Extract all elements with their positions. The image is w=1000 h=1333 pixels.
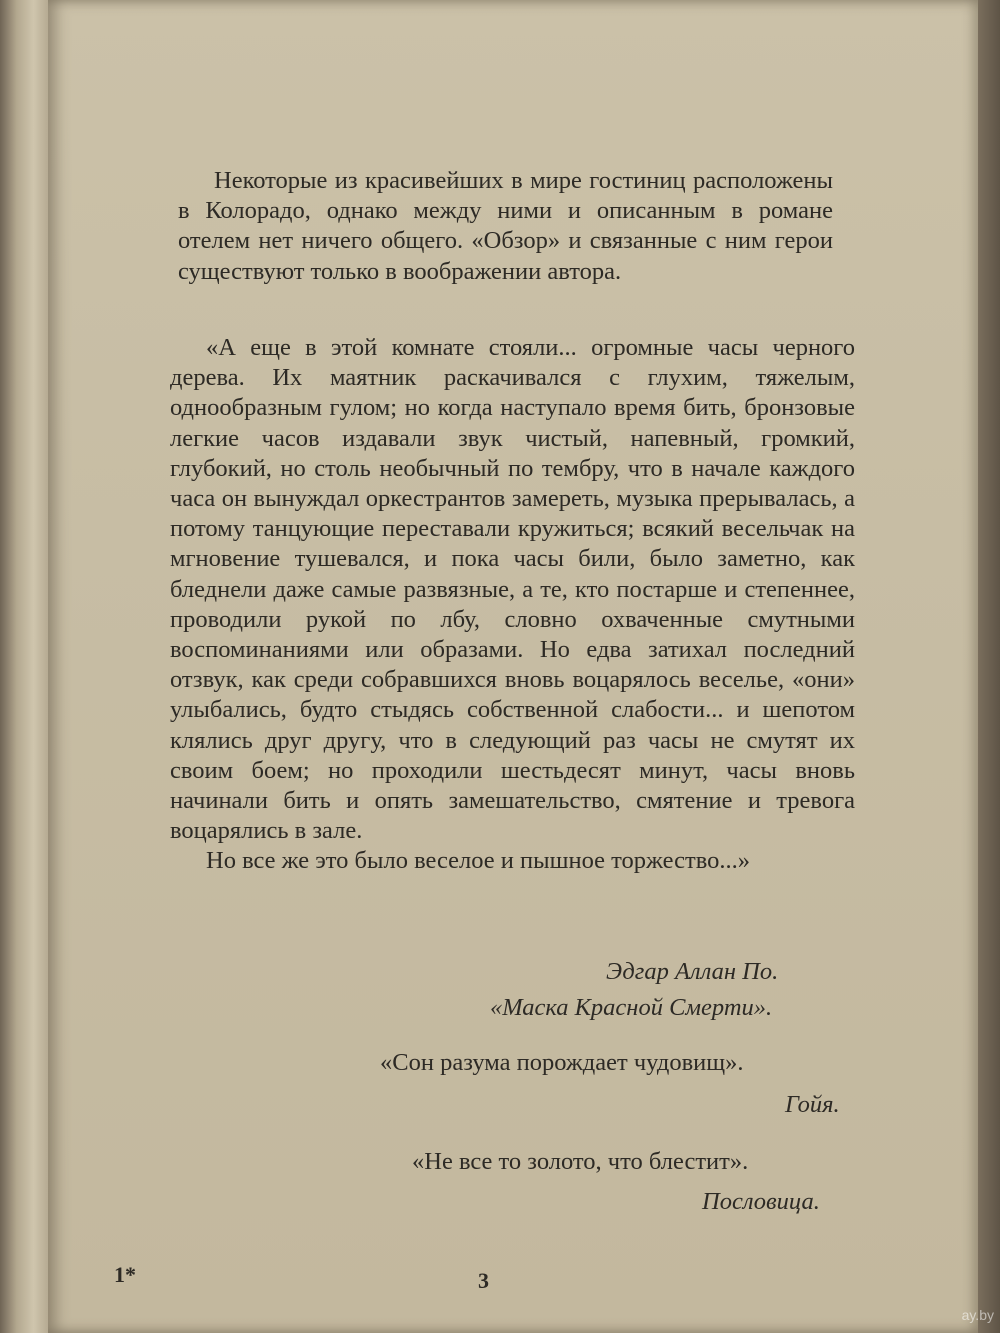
quote-paragraph: «А еще в этой комнате стояли... огромные часы черного дерева. Их маятник раскачивался с глухим, тяжелым, однообразным гулом; но когда наступало время бить, бронзовые легкие часов издавали звук чистый, напевный, громкий, глубокий, но столь необычный по тембру, что в начале каждого часа он вынуждал оркестрантов замереть, музыка прерывалась, а потому танцующие переставали кружиться; всякий весельчак на мгновение тушевался, и пока часы били, было заметно, как бледнели даже самые развязные, а те, кто постарше и степеннее, проводили рукой по лбу, словно охваченные смутными воспоминаниями или образами. Но едва затихал последний отзвук, как среди собравшихся вновь воцарялось веселье, «они» улыбались, будто стыдясь собственной слабости... и шепотом клялись друг другу, что в следующий раз часы не смутят их своим боем; но проходили шестьдесят минут, часы вновь начинали бить и опять замешательство, смятение и тревога воцарялись в зале. [170,334,855,845]
epigraph-quote [170,333,855,877]
quote-closing: Но все же это было веселое и пышное торжество...» [206,847,750,875]
site-watermark: ay.by [961,1307,994,1323]
motto-goya-source: Гойя. [785,1091,840,1118]
intro-paragraph: Некоторые из красивейших в мире гостиниц расположены в Колорадо, однако между ними и описанным в романе отелем нет ничего общего. «Обзор» и связанные с ним герои существуют только в воображении автора. [178,167,833,285]
page-edge-shadow [978,0,1000,1333]
quote-author: Эдгар Аллан По. [606,958,779,985]
motto-goya-text: «Сон разума порождает чудовищ». [380,1049,744,1076]
motto-proverb-source: Пословица. [702,1188,820,1215]
signature-mark: 1* [114,1262,136,1287]
quote-work-title: «Маска Красной Смерти». [490,994,773,1021]
motto-proverb-text: «Не все то золото, что блестит». [412,1148,749,1175]
page-number: 3 [478,1268,489,1293]
